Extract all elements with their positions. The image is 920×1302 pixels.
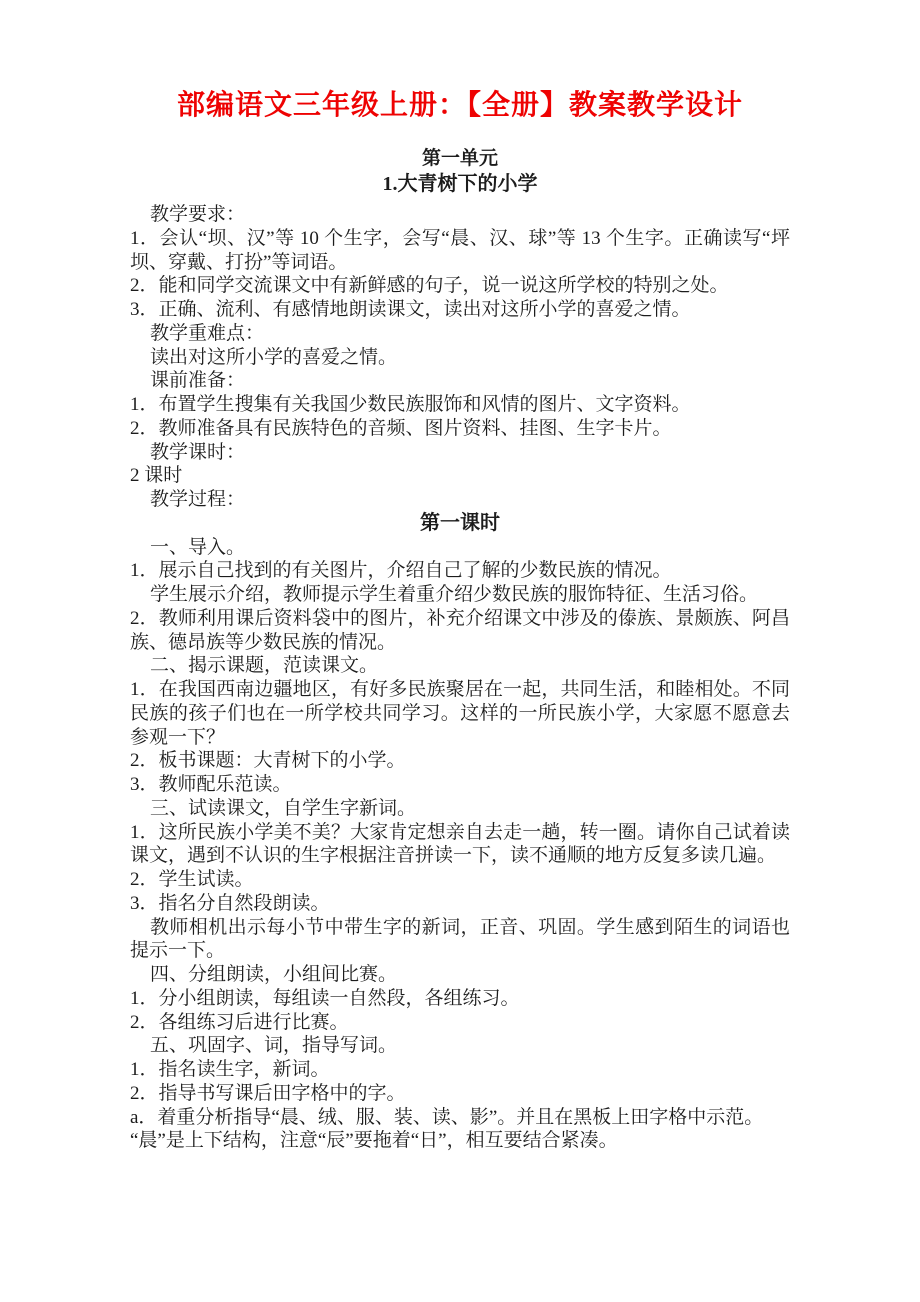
paragraph: 读出对这所小学的喜爱之情。 [150, 346, 398, 368]
paragraph: 五、巩固字、词，指导写词。 [150, 1035, 398, 1057]
paragraph: 2．能和同学交流课文中有新鲜感的句子，说一说这所学校的特别之处。 [130, 275, 729, 297]
paragraph: 课前准备： [150, 370, 246, 392]
paragraph: 教学课时： [150, 441, 246, 463]
paragraph: 1．在我国西南边疆地区，有好多民族聚居在一起，共同生活，和睦相处。不同民族的孩子们也在一所学校共同学习。这样的一所民族小学，大家愿不愿意去参观一下？ [130, 679, 790, 748]
unit-heading: 第一单元 [421, 148, 498, 169]
section-heading: 第一课时 [420, 511, 500, 534]
paragraph: 1．这所民族小学美不美？大家肯定想亲自去走一趟，转一圈。请你自己试着读课文，遇到不认识的生字根据注音拼读一下，读不通顺的地方反复多读几遍。 [130, 821, 790, 867]
paragraph: 3．正确、流利、有感情地朗读课文，读出对这所小学的喜爱之情。 [130, 299, 691, 320]
document-body [130, 203, 790, 1153]
paragraph: 学生展示介绍，教师提示学生着重介绍少数民族的服饰特征、生活习俗。 [150, 584, 759, 605]
paragraph: 1．布置学生搜集有关我国少数民族服饰和风情的图片、文字资料。 [130, 394, 691, 415]
paragraph: 1．分小组朗读，每组读一自然段，各组练习。 [130, 987, 520, 1009]
paragraph: 1．会认“坝、汉”等 10 个生字，会写“晨、汉、球”等 13 个生字。正确读写“坪坝、穿戴、打扮”等词语。 [130, 227, 790, 273]
paragraph: 2．学生试读。 [130, 869, 254, 890]
paragraph: 教学重难点： [150, 322, 265, 344]
lesson-heading: 1.大青树下的小学 [382, 173, 538, 195]
paragraph: 二、揭示课题，范读课文。 [150, 655, 379, 677]
paragraph: 1．展示自己找到的有关图片，介绍自己了解的少数民族的情况。 [130, 560, 672, 582]
paragraph: 2．指导书写课后田字格中的字。 [130, 1082, 406, 1104]
page-title: 部编语文三年级上册：【全册】教案教学设计 [176, 90, 743, 121]
paragraph: 2 课时 [130, 465, 183, 487]
paragraph: 教学过程： [150, 489, 246, 510]
paragraph: a．着重分析指导“晨、绒、服、装、读、影”。并且在黑板上田字格中示范。 [130, 1106, 764, 1128]
paragraph: 教学要求： [150, 204, 246, 225]
paragraph: 2．教师准备具有民族特色的音频、图片资料、挂图、生字卡片。 [130, 417, 672, 439]
paragraph: 1．指名读生字，新词。 [130, 1059, 330, 1080]
paragraph: “晨”是上下结构，注意“辰”要拖着“日”，相互要结合紧凑。 [130, 1130, 618, 1152]
paragraph: 3．指名分自然段朗读。 [130, 892, 330, 914]
paragraph: 三、试读课文，自学生字新词。 [150, 797, 417, 819]
paragraph: 一、导入。 [150, 536, 246, 558]
paragraph: 3．教师配乐范读。 [130, 774, 292, 795]
paragraph: 教师相机出示每小节中带生字的新词，正音、巩固。学生感到陌生的词语也提示一下。 [130, 916, 790, 962]
paragraph: 2．板书课题：大青树下的小学。 [130, 750, 406, 772]
paragraph: 2．各组练习后进行比赛。 [130, 1011, 349, 1033]
paragraph: 四、分组朗读，小组间比赛。 [150, 964, 398, 985]
paragraph: 2．教师利用课后资料袋中的图片，补充介绍课文中涉及的傣族、景颇族、阿昌族、德昂族等少数民族的情况。 [130, 607, 790, 653]
